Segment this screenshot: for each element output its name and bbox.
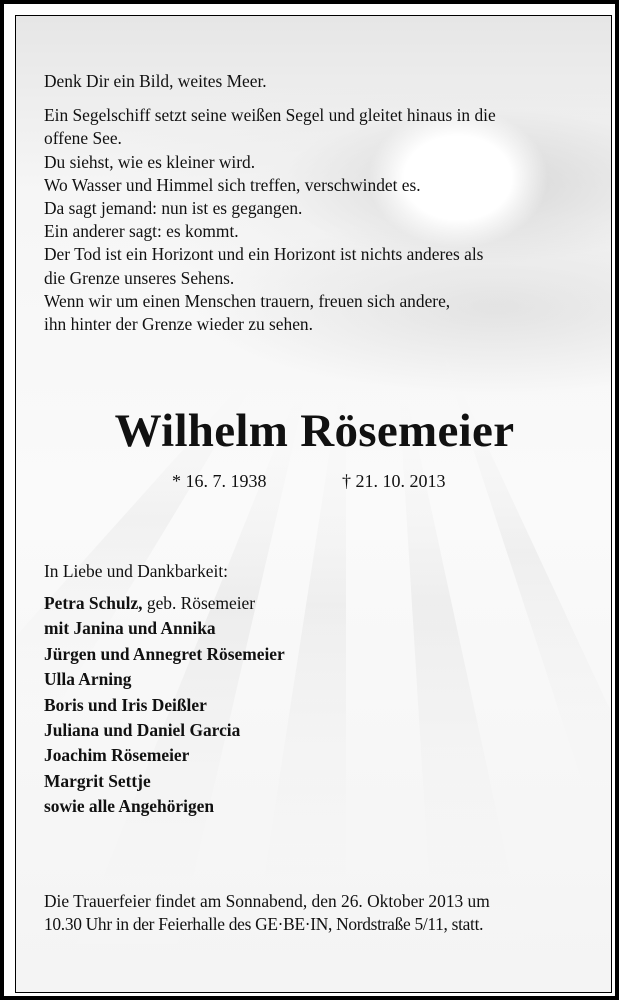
deceased-name: Wilhelm Rösemeier: [114, 405, 515, 457]
poem-line: Ein Segelschiff setzt seine weißen Segel und gleitet hinaus in die: [44, 105, 496, 126]
mourner-row: Boris und Iris Deißler: [44, 694, 207, 715]
birth-date: * 16. 7. 1938: [172, 471, 267, 491]
mourner-row: Jürgen und Annegret Rösemeier: [44, 643, 285, 664]
death-date: † 21. 10. 2013: [342, 471, 446, 491]
poem-gap: [44, 93, 496, 104]
poem-line: Denk Dir ein Bild, weites Meer.: [44, 71, 267, 91]
poem-line: die Grenze unseres Sehens.: [44, 267, 235, 288]
mourners-intro: In Liebe und Dankbarkeit:: [44, 561, 228, 581]
obituary-panel: [15, 15, 612, 993]
mourner-row: mit Janina und Annika: [44, 618, 216, 639]
mourner-note: geb. Rösemeier: [142, 593, 256, 613]
poem-line: ihn hinter der Grenze wieder zu sehen.: [44, 314, 313, 335]
mourner-row: Juliana und Daniel Garcia: [44, 720, 241, 741]
funeral-notice: [44, 890, 490, 936]
mourner-row: Margrit Settje: [44, 770, 151, 791]
mourner-row: sowie alle Angehörigen: [44, 796, 215, 817]
mourner-row: Joachim Rösemeier: [44, 745, 190, 766]
funeral-line: Die Trauerfeier findet am Sonnabend, den 26. Oktober 2013 um: [44, 891, 490, 911]
mourner-row: Ulla Arning: [44, 669, 132, 690]
mourner-row: [44, 591, 285, 616]
poem-line: Wenn wir um einen Menschen trauern, freuen sich andere,: [44, 290, 451, 311]
mourners-list: [44, 591, 285, 820]
mourner-name: Petra Schulz,: [44, 593, 143, 613]
funeral-line: 10.30 Uhr in der Feierhalle des GE·BE·IN, Nordstraße 5/11, statt.: [44, 914, 484, 935]
poem-line: offene See.: [44, 128, 122, 149]
poem-line: Der Tod ist ein Horizont und ein Horizont ist nichts anderes als: [44, 244, 484, 265]
poem: [44, 70, 496, 336]
poem-line: Da sagt jemand: nun ist es gegangen.: [44, 198, 303, 219]
poem-line: Du siehst, wie es kleiner wird.: [44, 151, 256, 172]
poem-line: Wo Wasser und Himmel sich treffen, verschwindet es.: [44, 174, 421, 195]
poem-line: Ein anderer sagt: es kommt.: [44, 221, 239, 242]
